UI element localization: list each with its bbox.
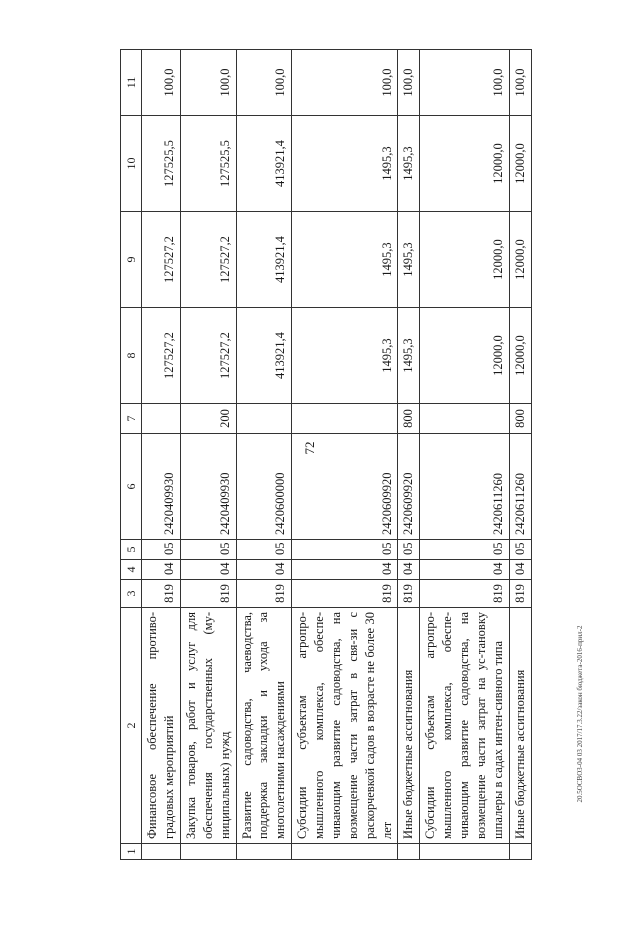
column-header-7: 7 (121, 404, 142, 434)
approved-amount-cell: 12000,0 (509, 212, 531, 308)
table-row (236, 50, 292, 860)
column-header-4: 4 (121, 560, 142, 580)
department-code-cell: 819 (142, 580, 181, 608)
section-code-cell: 04 (180, 560, 236, 580)
budget-table (120, 49, 532, 860)
item-name-cell: Субсидии субъектам агропро-мышленного комплекса, обеспе-чивающим развитие садоводства, на возмещение части затрат на ус-тановку шпалеры в садах интен-сивного типа (420, 608, 509, 844)
table-row (398, 50, 420, 860)
row-index-cell (236, 844, 292, 860)
column-header-5: 5 (121, 540, 142, 560)
section-code-cell: 04 (142, 560, 181, 580)
column-header-1: 1 (121, 844, 142, 860)
execution-percent-cell: 100,0 (180, 50, 236, 116)
item-name-cell: Развитие садоводства, чаеводства, поддержка закладки и ухода за многолетними насаждениями (236, 608, 292, 844)
executed-amount-cell: 12000,0 (420, 116, 509, 212)
row-index-cell (398, 844, 420, 860)
section-code-cell: 04 (420, 560, 509, 580)
executed-amount-cell: 127525,5 (142, 116, 181, 212)
column-header-6: 6 (121, 434, 142, 540)
column-header-10: 10 (121, 116, 142, 212)
budget-table-container (120, 50, 610, 860)
execution-percent-cell: 100,0 (509, 50, 531, 116)
item-name-cell: Иные бюджетные ассигнования (398, 608, 420, 844)
department-code-cell: 819 (420, 580, 509, 608)
row-index-cell (142, 844, 181, 860)
subsection-code-cell: 05 (142, 540, 181, 560)
department-code-cell: 819 (398, 580, 420, 608)
item-name-cell: Финансовое обеспечение противо-градовых мероприятий (142, 608, 181, 844)
expense-type-cell: 200 (180, 404, 236, 434)
section-code-cell: 04 (236, 560, 292, 580)
section-code-cell: 04 (509, 560, 531, 580)
expense-type-cell (236, 404, 292, 434)
subsection-code-cell: 05 (236, 540, 292, 560)
execution-percent-cell: 100,0 (236, 50, 292, 116)
department-code-cell: 819 (509, 580, 531, 608)
row-index-cell (292, 844, 398, 860)
table-row (180, 50, 236, 860)
target-article-cell: 2420600000 (236, 434, 292, 540)
approved-amount-cell: 413921,4 (236, 212, 292, 308)
execution-percent-cell: 100,0 (398, 50, 420, 116)
approved-amount-cell: 127527,2 (142, 212, 181, 308)
executed-amount-cell: 1495,3 (398, 116, 420, 212)
target-article-cell: 2420409930 (180, 434, 236, 540)
section-code-cell: 04 (398, 560, 420, 580)
planned-amount-cell: 12000,0 (509, 308, 531, 404)
subsection-code-cell: 05 (398, 540, 420, 560)
subsection-code-cell: 05 (180, 540, 236, 560)
table-row (420, 50, 509, 860)
department-code-cell: 819 (292, 580, 398, 608)
approved-amount-cell: 1495,3 (398, 212, 420, 308)
planned-amount-cell: 413921,4 (236, 308, 292, 404)
column-header-11: 11 (121, 50, 142, 116)
executed-amount-cell: 1495,3 (292, 116, 398, 212)
execution-percent-cell: 100,0 (142, 50, 181, 116)
target-article-cell: 2420609920 (292, 434, 398, 540)
page-number: 72 (302, 441, 317, 455)
executed-amount-cell: 12000,0 (509, 116, 531, 212)
approved-amount-cell: 12000,0 (420, 212, 509, 308)
table-body (121, 50, 532, 860)
planned-amount-cell: 1495,3 (398, 308, 420, 404)
planned-amount-cell: 1495,3 (292, 308, 398, 404)
row-index-cell (509, 844, 531, 860)
target-article-cell: 2420409930 (142, 434, 181, 540)
approved-amount-cell: 127527,2 (180, 212, 236, 308)
column-header-3: 3 (121, 580, 142, 608)
target-article-cell: 2420611260 (509, 434, 531, 540)
subsection-code-cell: 05 (420, 540, 509, 560)
table-row (292, 50, 398, 860)
expense-type-cell: 800 (509, 404, 531, 434)
expense-type-cell (292, 404, 398, 434)
column-header-8: 8 (121, 308, 142, 404)
row-index-cell (420, 844, 509, 860)
column-header-9: 9 (121, 212, 142, 308)
table-row (509, 50, 531, 860)
row-index-cell (180, 844, 236, 860)
target-article-cell: 2420609920 (398, 434, 420, 540)
column-number-row (121, 50, 142, 860)
approved-amount-cell: 1495,3 (292, 212, 398, 308)
item-name-cell: Субсидии субъектам агропро-мышленного комплекса, обеспе-чивающим развитие садоводства, на возмещение части затрат в свя-зи с раскорчевкой садов в возрасте не более 30 лет (292, 608, 398, 844)
department-code-cell: 819 (236, 580, 292, 608)
subsection-code-cell: 05 (509, 540, 531, 560)
document-code: 20.5ОСВОЗ-04 03 2017/17.3.22/закон бюджета-2016-прил-2 (576, 625, 584, 803)
expense-type-cell: 800 (398, 404, 420, 434)
planned-amount-cell: 12000,0 (420, 308, 509, 404)
executed-amount-cell: 413921,4 (236, 116, 292, 212)
executed-amount-cell: 127525,5 (180, 116, 236, 212)
table-row (142, 50, 181, 860)
section-code-cell: 04 (292, 560, 398, 580)
expense-type-cell (420, 404, 509, 434)
execution-percent-cell: 100,0 (292, 50, 398, 116)
column-header-2: 2 (121, 608, 142, 844)
planned-amount-cell: 127527,2 (142, 308, 181, 404)
item-name-cell: Иные бюджетные ассигнования (509, 608, 531, 844)
department-code-cell: 819 (180, 580, 236, 608)
planned-amount-cell: 127527,2 (180, 308, 236, 404)
expense-type-cell (142, 404, 181, 434)
item-name-cell: Закупка товаров, работ и услуг для обеспечения государственных (му-ниципальных) нужд (180, 608, 236, 844)
execution-percent-cell: 100,0 (420, 50, 509, 116)
target-article-cell: 2420611260 (420, 434, 509, 540)
subsection-code-cell: 05 (292, 540, 398, 560)
